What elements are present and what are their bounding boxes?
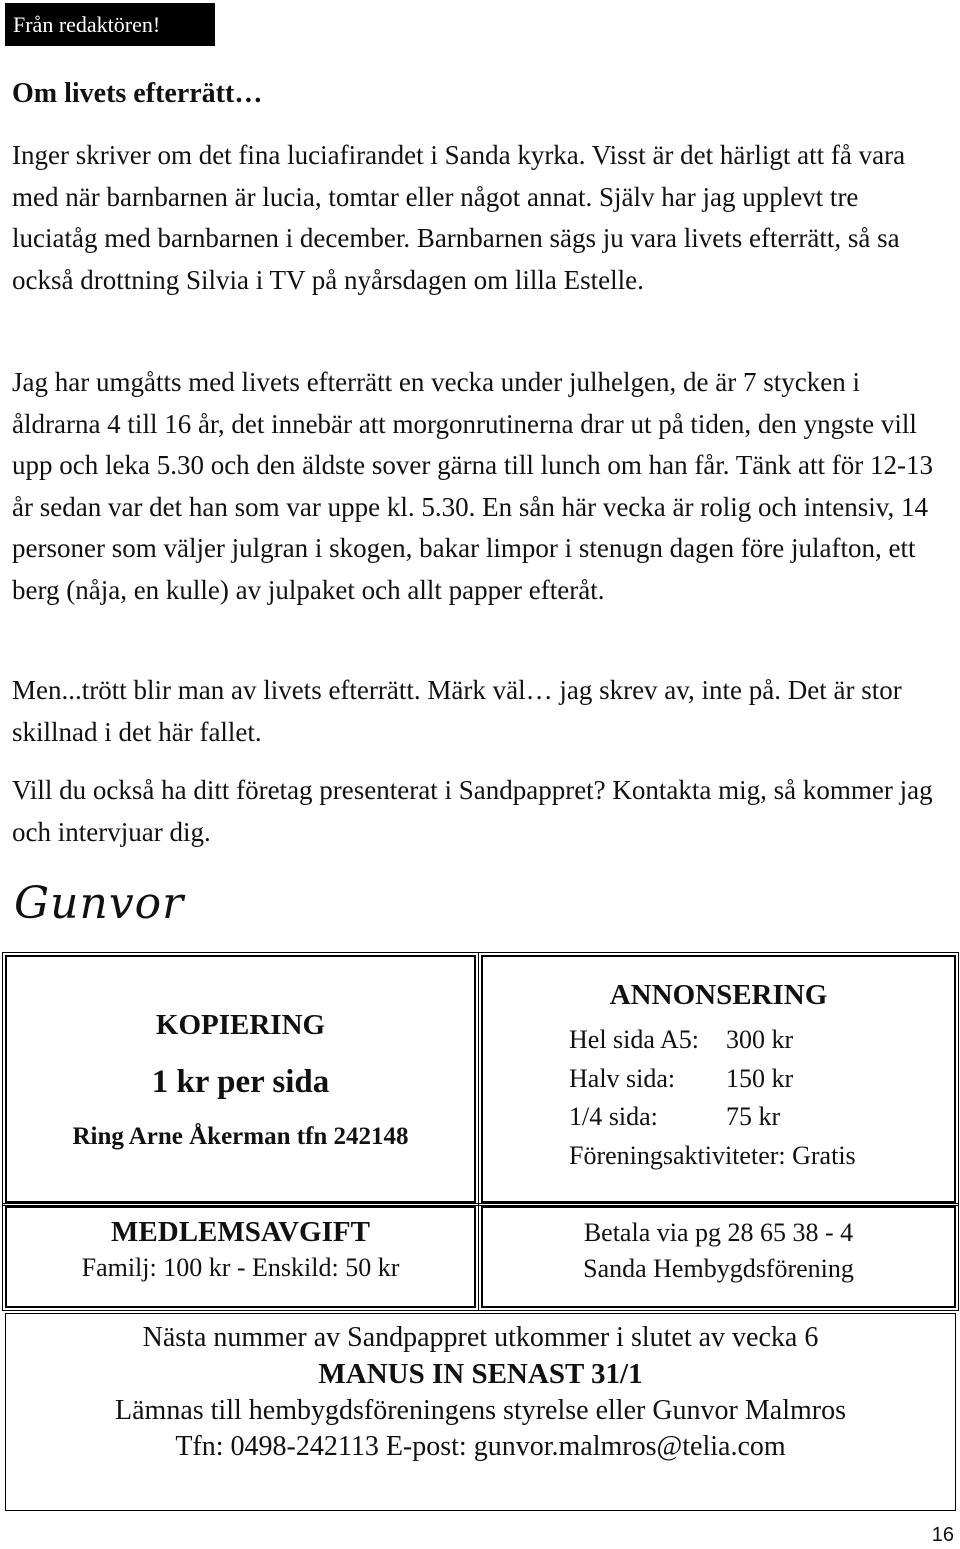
medlemsavgift-heading: MEDLEMSAVGIFT: [111, 1216, 370, 1248]
price-label: Föreningsaktiviteter:: [569, 1140, 786, 1170]
kopiering-heading: KOPIERING: [155, 1009, 326, 1041]
medlemsavgift-box: [5, 1206, 476, 1308]
price-value: Gratis: [792, 1140, 856, 1170]
article-title: Om livets efterrätt…: [12, 78, 263, 109]
next-issue-box: [5, 1313, 956, 1511]
price-row: [569, 1098, 856, 1137]
article-paragraph-2: Jag har umgåtts med livets efterrätt en vecka under julhelgen, de är 7 stycken i åldrarna 4 till 16 år, det innebär att morgonrutinerna drar ut på tiden, den yngste vill upp och leka 5.30 och den äldste sover gärna till lunch om han får. Tänk att för 12-13 år sedan var det han som var uppe kl. 5.30. En sån här vecka är rolig och intensiv, 14 personer som väljer julgran i skogen, bakar limpor i stenugn dagen före julafton, ett berg (nåja, en kulle) av julpaket och allt papper efteråt.: [12, 367, 933, 605]
payment-giro-line: Betala via pg 28 65 38 - 4: [583, 1218, 854, 1247]
price-label: Hel sida A5:: [569, 1025, 699, 1054]
kopiering-box: [5, 955, 476, 1203]
article-paragraph-4: Vill du också ha ditt företag presenterat i Sandpappret? Kontakta mig, så kommer jag och intervjuar dig.: [12, 775, 933, 847]
article-paragraph-1: Inger skriver om det fina luciafirandet i Sanda kyrka. Visst är det härligt att få vara med när barnbarnen är lucia, tomtar eller något annat. Själv har jag upplevt tre luciatåg med barnbarnen i december. Barnbarnen sägs ju vara livets efterrätt, så sa också drottning Silvia i TV på nyårsdagen om lilla Estelle.: [12, 140, 906, 295]
price-value: 300 kr: [726, 1025, 794, 1054]
next-issue-date: Nästa nummer av Sandpappret utkommer i slutet av vecka 6: [142, 1322, 819, 1353]
kopiering-price: 1 kr per sida: [151, 1064, 330, 1100]
price-label: Halv sida:: [569, 1063, 676, 1093]
author-signature: Gunvor: [14, 878, 185, 929]
price-row: [569, 1021, 856, 1060]
medlemsavgift-text: Familj: 100 kr - Enskild: 50 kr: [81, 1253, 400, 1282]
price-value: 150 kr: [726, 1063, 794, 1093]
section-header-tab: Från redaktören!: [5, 3, 215, 46]
article-paragraph-3: Men...trött blir man av livets efterrätt. Märk väl… jag skrev av, inte på. Det är stor skillnad i det här fallet.: [12, 675, 902, 747]
price-row: [569, 1060, 856, 1099]
payment-recipient-line: Sanda Hembygdsförening: [583, 1254, 854, 1283]
page-number: 16: [931, 1524, 954, 1546]
annonsering-price-table: [569, 1021, 856, 1175]
annonsering-heading: ANNONSERING: [609, 979, 828, 1011]
contact-info: Tfn: 0498-242113 E-post: gunvor.malmros@telia.com: [175, 1431, 786, 1462]
price-label: 1/4 sida:: [569, 1102, 658, 1131]
kopiering-contact: Ring Arne Åkerman tfn 242148: [72, 1123, 409, 1150]
price-value: 75 kr: [726, 1102, 781, 1131]
price-row: [569, 1137, 856, 1176]
submission-info: Lämnas till hembygdsföreningens styrelse eller Gunvor Malmros: [115, 1395, 846, 1426]
payment-box: [481, 1206, 956, 1308]
annonsering-box: [481, 955, 956, 1203]
manus-deadline: MANUS IN SENAST 31/1: [318, 1358, 643, 1390]
